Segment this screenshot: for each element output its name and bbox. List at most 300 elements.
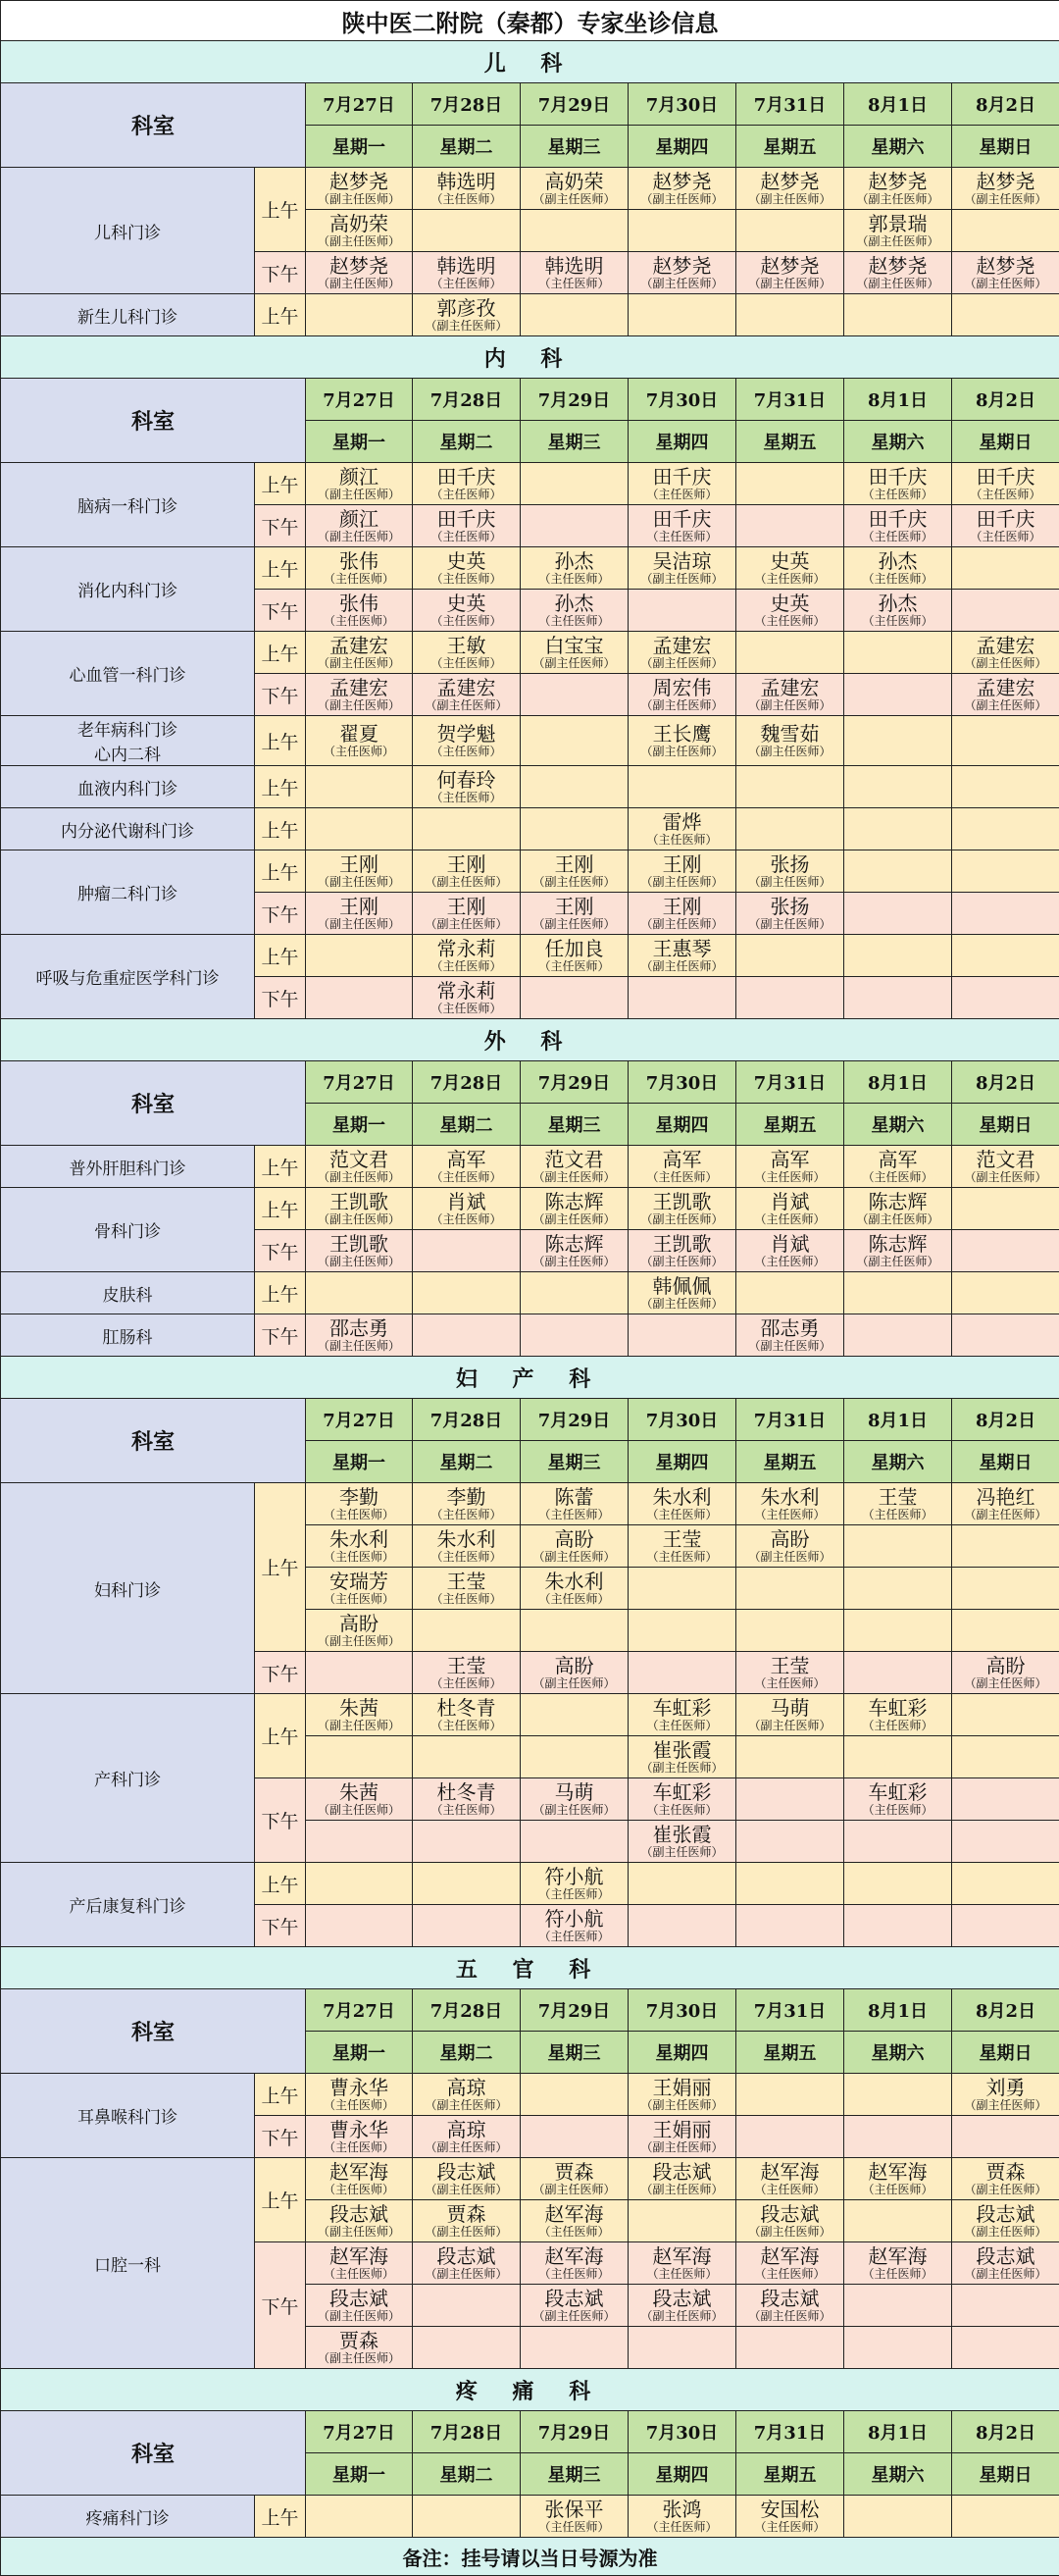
period-label: 下午 bbox=[255, 893, 306, 935]
doctor-title: （副主任医师） bbox=[521, 1677, 628, 1689]
date-cell: 8月1日 bbox=[844, 83, 952, 126]
schedule-cell bbox=[844, 1525, 952, 1568]
schedule-cell bbox=[629, 674, 736, 716]
doctor-name: 郭彦孜 bbox=[413, 298, 520, 318]
schedule-cell bbox=[629, 590, 736, 632]
schedule-cell bbox=[521, 1694, 629, 1736]
doctor-title: （副主任医师） bbox=[306, 1804, 412, 1816]
weekday-cell: 星期四 bbox=[629, 2453, 736, 2496]
schedule-cell bbox=[413, 2242, 521, 2285]
doctor-name: 安瑞芳 bbox=[306, 1571, 412, 1591]
weekday-cell: 星期三 bbox=[521, 2453, 629, 2496]
doctor-title: （副主任医师） bbox=[413, 320, 520, 332]
schedule-cell bbox=[521, 2116, 629, 2158]
schedule-cell bbox=[629, 1652, 736, 1694]
weekday-cell: 星期二 bbox=[413, 421, 521, 463]
schedule-cell bbox=[736, 2116, 844, 2158]
doctor-title: （主任医师） bbox=[413, 960, 520, 972]
schedule-cell bbox=[306, 935, 413, 977]
doctor-name: 贾森 bbox=[952, 2162, 1059, 2182]
doctor-name: 高军 bbox=[413, 1150, 520, 1169]
schedule-cell bbox=[413, 1905, 521, 1947]
doctor-title: （主任医师） bbox=[306, 2099, 412, 2111]
doctor-title: （副主任医师） bbox=[306, 918, 412, 930]
schedule-cell bbox=[736, 2158, 844, 2200]
doctor-title: （副主任医师） bbox=[306, 531, 412, 542]
period-label: 上午 bbox=[255, 1483, 306, 1652]
doctor-name: 张保平 bbox=[521, 2499, 628, 2519]
date-cell: 7月28日 bbox=[413, 2411, 521, 2453]
doctor-name: 朱茜 bbox=[306, 1782, 412, 1802]
schedule-cell bbox=[521, 977, 629, 1019]
schedule-cell bbox=[413, 2116, 521, 2158]
schedule-cell bbox=[952, 1736, 1059, 1778]
doctor-title: （主任医师） bbox=[629, 1509, 735, 1520]
schedule-cell bbox=[413, 1188, 521, 1230]
schedule-cell bbox=[413, 1314, 521, 1357]
doctor-title: （副主任医师） bbox=[844, 1213, 951, 1225]
schedule-cell bbox=[844, 1736, 952, 1778]
doctor-name: 高军 bbox=[736, 1150, 843, 1169]
schedule-cell bbox=[952, 505, 1059, 547]
schedule-cell bbox=[844, 808, 952, 850]
doctor-title: （副主任医师） bbox=[952, 1171, 1059, 1183]
doctor-title: （副主任医师） bbox=[736, 1551, 843, 1563]
schedule-cell bbox=[844, 716, 952, 766]
doctor-title: （副主任医师） bbox=[413, 699, 520, 711]
schedule-row bbox=[1, 1314, 1059, 1357]
weekday-cell: 星期一 bbox=[306, 421, 413, 463]
doctor-name: 张伟 bbox=[306, 593, 412, 613]
period-label: 上午 bbox=[255, 2158, 306, 2242]
schedule-row bbox=[1, 463, 1059, 505]
doctor-name: 段志斌 bbox=[521, 2289, 628, 2308]
doctor-name: 赵军海 bbox=[629, 2246, 735, 2266]
schedule-cell bbox=[629, 1610, 736, 1652]
doctor-name: 田千庆 bbox=[844, 467, 951, 487]
doctor-title: （副主任医师） bbox=[736, 1720, 843, 1731]
department-name: 口腔一科 bbox=[1, 2158, 255, 2369]
schedule-cell bbox=[413, 766, 521, 808]
doctor-title: （主任医师） bbox=[844, 2184, 951, 2195]
schedule-cell bbox=[952, 1230, 1059, 1272]
doctor-title: （副主任医师） bbox=[521, 1551, 628, 1563]
schedule-cell bbox=[736, 893, 844, 935]
schedule-cell bbox=[736, 1188, 844, 1230]
schedule-cell bbox=[306, 2074, 413, 2116]
schedule-cell bbox=[306, 1314, 413, 1357]
doctor-title: （副主任医师） bbox=[413, 2141, 520, 2153]
schedule-cell bbox=[736, 2074, 844, 2116]
schedule-cell bbox=[844, 766, 952, 808]
schedule-cell bbox=[736, 1863, 844, 1905]
schedule-cell bbox=[413, 716, 521, 766]
date-cell: 7月31日 bbox=[736, 1399, 844, 1441]
weekday-cell: 星期一 bbox=[306, 126, 413, 168]
doctor-title: （主任医师） bbox=[306, 2268, 412, 2280]
doctor-name: 段志斌 bbox=[306, 2289, 412, 2308]
schedule-cell bbox=[306, 1652, 413, 1694]
schedule-cell bbox=[413, 1610, 521, 1652]
doctor-title: （主任医师） bbox=[629, 834, 735, 846]
doctor-name: 朱水利 bbox=[629, 1487, 735, 1507]
period-label: 下午 bbox=[255, 1905, 306, 1947]
department-header-label: 科室 bbox=[1, 1989, 306, 2074]
schedule-cell bbox=[629, 1905, 736, 1947]
doctor-name: 孙杰 bbox=[521, 551, 628, 571]
doctor-title: （主任医师） bbox=[736, 1509, 843, 1520]
schedule-cell bbox=[521, 2200, 629, 2242]
schedule-cell bbox=[413, 1863, 521, 1905]
weekday-cell: 星期五 bbox=[736, 421, 844, 463]
period-label: 上午 bbox=[255, 2496, 306, 2538]
schedule-cell bbox=[844, 1610, 952, 1652]
date-cell: 7月28日 bbox=[413, 83, 521, 126]
schedule-cell bbox=[629, 1483, 736, 1525]
department-header-label: 科室 bbox=[1, 83, 306, 168]
doctor-title: （主任医师） bbox=[413, 792, 520, 803]
date-cell: 7月29日 bbox=[521, 2411, 629, 2453]
doctor-name: 王长鹰 bbox=[629, 724, 735, 744]
schedule-cell bbox=[629, 1525, 736, 1568]
doctor-name: 朱水利 bbox=[306, 1529, 412, 1549]
weekday-cell: 星期三 bbox=[521, 126, 629, 168]
doctor-title: （主任医师） bbox=[736, 1171, 843, 1183]
doctor-name: 王凯歌 bbox=[306, 1192, 412, 1211]
schedule-cell bbox=[952, 1821, 1059, 1863]
doctor-name: 翟夏 bbox=[306, 724, 412, 744]
doctor-name: 刘勇 bbox=[952, 2078, 1059, 2097]
doctor-name: 陈蕾 bbox=[521, 1487, 628, 1507]
schedule-cell bbox=[844, 2158, 952, 2200]
doctor-name: 朱茜 bbox=[306, 1698, 412, 1718]
doctor-title: （主任医师） bbox=[413, 657, 520, 669]
doctor-name: 邵志勇 bbox=[736, 1318, 843, 1338]
date-cell: 7月30日 bbox=[629, 1399, 736, 1441]
schedule-cell bbox=[952, 168, 1059, 210]
period-label: 上午 bbox=[255, 2074, 306, 2116]
schedule-cell bbox=[629, 1188, 736, 1230]
doctor-name: 孟建宏 bbox=[952, 636, 1059, 655]
date-cell: 7月27日 bbox=[306, 2411, 413, 2453]
doctor-title: （主任医师） bbox=[306, 2141, 412, 2153]
doctor-name: 田千庆 bbox=[629, 467, 735, 487]
doctor-name: 张扬 bbox=[736, 897, 843, 916]
schedule-cell bbox=[629, 893, 736, 935]
doctor-title: （副主任医师） bbox=[629, 657, 735, 669]
doctor-name: 高琼 bbox=[413, 2120, 520, 2139]
schedule-cell bbox=[413, 252, 521, 294]
doctor-name: 崔张霞 bbox=[629, 1825, 735, 1844]
doctor-title: （主任医师） bbox=[413, 1677, 520, 1689]
department-name: 妇科门诊 bbox=[1, 1483, 255, 1694]
schedule-cell bbox=[306, 547, 413, 590]
doctor-title: （主任医师） bbox=[952, 531, 1059, 542]
doctor-name: 马萌 bbox=[736, 1698, 843, 1718]
doctor-title: （主任医师） bbox=[629, 2521, 735, 2533]
schedule-cell bbox=[844, 1314, 952, 1357]
date-cell: 7月30日 bbox=[629, 1061, 736, 1104]
date-cell: 7月31日 bbox=[736, 1061, 844, 1104]
doctor-title: （主任医师） bbox=[306, 1551, 412, 1563]
doctor-name: 高琼 bbox=[413, 2078, 520, 2097]
schedule-cell bbox=[952, 2242, 1059, 2285]
doctor-name: 王刚 bbox=[306, 897, 412, 916]
schedule-cell bbox=[629, 808, 736, 850]
doctor-name: 赵梦尧 bbox=[844, 256, 951, 276]
doctor-title: （副主任医师） bbox=[306, 1720, 412, 1731]
weekday-cell: 星期二 bbox=[413, 1441, 521, 1483]
doctor-name: 王娟丽 bbox=[629, 2120, 735, 2139]
doctor-name: 贾森 bbox=[306, 2331, 412, 2350]
period-label: 下午 bbox=[255, 977, 306, 1019]
schedule-cell bbox=[306, 1146, 413, 1188]
doctor-title: （主任医师） bbox=[521, 278, 628, 289]
period-label: 下午 bbox=[255, 1230, 306, 1272]
doctor-title: （副主任医师） bbox=[629, 2099, 735, 2111]
period-label: 下午 bbox=[255, 252, 306, 294]
schedule-cell bbox=[521, 632, 629, 674]
schedule-cell bbox=[736, 1694, 844, 1736]
doctor-title: （副主任医师） bbox=[952, 657, 1059, 669]
schedule-cell bbox=[736, 1568, 844, 1610]
doctor-name: 朱水利 bbox=[736, 1487, 843, 1507]
department-name: 疼痛科门诊 bbox=[1, 2496, 255, 2538]
schedule-cell bbox=[844, 1863, 952, 1905]
department-header-label: 科室 bbox=[1, 2411, 306, 2496]
schedule-cell bbox=[521, 2158, 629, 2200]
schedule-cell bbox=[521, 252, 629, 294]
doctor-name: 杜冬青 bbox=[413, 1782, 520, 1802]
schedule-cell bbox=[306, 252, 413, 294]
department-name: 血液内科门诊 bbox=[1, 766, 255, 808]
doctor-title: （副主任医师） bbox=[629, 278, 735, 289]
doctor-title: （主任医师） bbox=[844, 1171, 951, 1183]
section-header bbox=[1, 2369, 1059, 2411]
period-label: 上午 bbox=[255, 1694, 306, 1778]
schedule-cell bbox=[413, 1778, 521, 1821]
schedule-cell bbox=[306, 1610, 413, 1652]
doctor-title: （主任医师） bbox=[306, 746, 412, 757]
period-label: 上午 bbox=[255, 1863, 306, 1905]
schedule-cell bbox=[736, 547, 844, 590]
section-header bbox=[1, 336, 1059, 379]
schedule-cell bbox=[306, 2285, 413, 2327]
schedule-cell bbox=[844, 2327, 952, 2369]
schedule-row bbox=[1, 850, 1059, 893]
doctor-name: 孙杰 bbox=[844, 551, 951, 571]
weekday-cell: 星期二 bbox=[413, 126, 521, 168]
schedule-cell bbox=[629, 766, 736, 808]
doctor-title: （主任医师） bbox=[736, 2184, 843, 2195]
weekday-cell: 星期二 bbox=[413, 1104, 521, 1146]
schedule-cell bbox=[629, 1146, 736, 1188]
doctor-name: 田千庆 bbox=[952, 509, 1059, 529]
schedule-cell bbox=[952, 674, 1059, 716]
schedule-cell bbox=[844, 2074, 952, 2116]
schedule-cell bbox=[736, 1821, 844, 1863]
schedule-cell bbox=[413, 505, 521, 547]
doctor-title: （主任医师） bbox=[629, 1804, 735, 1816]
schedule-cell bbox=[629, 463, 736, 505]
schedule-cell bbox=[521, 935, 629, 977]
doctor-title: （副主任医师） bbox=[306, 876, 412, 888]
schedule-cell bbox=[736, 168, 844, 210]
doctor-name: 冯艳红 bbox=[952, 1487, 1059, 1507]
schedule-cell bbox=[844, 1568, 952, 1610]
schedule-cell bbox=[521, 2285, 629, 2327]
doctor-name: 车虹彩 bbox=[844, 1782, 951, 1802]
schedule-cell bbox=[952, 1314, 1059, 1357]
period-label: 上午 bbox=[255, 294, 306, 336]
weekday-cell: 星期日 bbox=[952, 2032, 1059, 2074]
doctor-name: 赵梦尧 bbox=[306, 172, 412, 191]
doctor-title: （副主任医师） bbox=[736, 746, 843, 757]
period-label: 下午 bbox=[255, 1778, 306, 1863]
doctor-name: 韩选明 bbox=[413, 256, 520, 276]
schedule-cell bbox=[413, 1694, 521, 1736]
schedule-cell bbox=[521, 1736, 629, 1778]
doctor-title: （副主任医师） bbox=[736, 2226, 843, 2238]
doctor-name: 赵梦尧 bbox=[629, 172, 735, 191]
doctor-name: 贾森 bbox=[413, 2204, 520, 2224]
doctor-name: 赵梦尧 bbox=[629, 256, 735, 276]
date-cell: 7月28日 bbox=[413, 1399, 521, 1441]
doctor-name: 段志斌 bbox=[736, 2289, 843, 2308]
weekday-cell: 星期二 bbox=[413, 2453, 521, 2496]
weekday-cell: 星期六 bbox=[844, 1441, 952, 1483]
doctor-title: （副主任医师） bbox=[521, 657, 628, 669]
doctor-name: 段志斌 bbox=[629, 2162, 735, 2182]
doctor-title: （副主任医师） bbox=[952, 2226, 1059, 2238]
date-cell: 7月28日 bbox=[413, 379, 521, 421]
schedule-cell bbox=[306, 2327, 413, 2369]
schedule-row bbox=[1, 1188, 1059, 1230]
date-cell: 8月1日 bbox=[844, 1061, 952, 1104]
schedule-row bbox=[1, 168, 1059, 210]
doctor-title: （副主任医师） bbox=[306, 1256, 412, 1267]
date-cell: 8月2日 bbox=[952, 1989, 1059, 2032]
date-cell: 7月30日 bbox=[629, 83, 736, 126]
schedule-cell bbox=[521, 2327, 629, 2369]
section-title: 五 官 科 bbox=[1, 1947, 1059, 1989]
date-header-row bbox=[1, 83, 1059, 126]
schedule-cell bbox=[521, 1652, 629, 1694]
doctor-name: 朱水利 bbox=[413, 1529, 520, 1549]
period-label: 下午 bbox=[255, 505, 306, 547]
doctor-title: （主任医师） bbox=[629, 1551, 735, 1563]
schedule-cell bbox=[521, 1230, 629, 1272]
doctor-name: 陈志辉 bbox=[844, 1192, 951, 1211]
doctor-title: （副主任医师） bbox=[629, 1256, 735, 1267]
schedule-cell bbox=[952, 977, 1059, 1019]
date-cell: 7月31日 bbox=[736, 1989, 844, 2032]
doctor-name: 肖斌 bbox=[736, 1234, 843, 1254]
schedule-cell bbox=[629, 1821, 736, 1863]
doctor-title: （副主任医师） bbox=[413, 2099, 520, 2111]
schedule-cell bbox=[844, 2242, 952, 2285]
doctor-title: （副主任医师） bbox=[306, 1171, 412, 1183]
schedule-cell bbox=[413, 674, 521, 716]
doctor-name: 高奶荣 bbox=[521, 172, 628, 191]
doctor-name: 赵军海 bbox=[521, 2246, 628, 2266]
doctor-title: （副主任医师） bbox=[521, 1213, 628, 1225]
doctor-name: 史英 bbox=[413, 551, 520, 571]
doctor-title: （主任医师） bbox=[844, 1804, 951, 1816]
doctor-title: （副主任医师） bbox=[629, 1762, 735, 1774]
schedule-cell bbox=[629, 2242, 736, 2285]
doctor-name: 赵军海 bbox=[844, 2162, 951, 2182]
doctor-title: （副主任医师） bbox=[629, 2141, 735, 2153]
schedule-cell bbox=[952, 893, 1059, 935]
date-header-row bbox=[1, 379, 1059, 421]
schedule-cell bbox=[413, 632, 521, 674]
department-name: 脑病一科门诊 bbox=[1, 463, 255, 547]
schedule-cell bbox=[413, 1272, 521, 1314]
schedule-cell bbox=[736, 1736, 844, 1778]
doctor-title: （副主任医师） bbox=[521, 2310, 628, 2322]
schedule-cell bbox=[952, 210, 1059, 252]
schedule-cell bbox=[306, 1483, 413, 1525]
doctor-title: （副主任医师） bbox=[413, 2268, 520, 2280]
schedule-cell bbox=[844, 1905, 952, 1947]
doctor-name: 田千庆 bbox=[629, 509, 735, 529]
schedule-cell bbox=[521, 893, 629, 935]
department-header-label: 科室 bbox=[1, 1399, 306, 1483]
date-cell: 7月30日 bbox=[629, 379, 736, 421]
doctor-title: （副主任医师） bbox=[521, 876, 628, 888]
doctor-title: （副主任医师） bbox=[521, 1256, 628, 1267]
date-cell: 7月27日 bbox=[306, 379, 413, 421]
section-header bbox=[1, 1947, 1059, 1989]
doctor-title: （主任医师） bbox=[413, 1213, 520, 1225]
doctor-name: 赵军海 bbox=[306, 2162, 412, 2182]
period-label: 上午 bbox=[255, 850, 306, 893]
doctor-title: （副主任医师） bbox=[952, 1509, 1059, 1520]
doctor-title: （主任医师） bbox=[521, 2268, 628, 2280]
schedule-cell bbox=[413, 1568, 521, 1610]
schedule-cell bbox=[629, 1863, 736, 1905]
schedule-cell bbox=[844, 1146, 952, 1188]
schedule-cell bbox=[844, 632, 952, 674]
weekday-cell: 星期日 bbox=[952, 126, 1059, 168]
schedule-cell bbox=[844, 2200, 952, 2242]
doctor-name: 韩佩佩 bbox=[629, 1276, 735, 1296]
footer-row bbox=[1, 2538, 1059, 2576]
doctor-title: （副主任医师） bbox=[952, 699, 1059, 711]
period-label: 上午 bbox=[255, 766, 306, 808]
weekday-cell: 星期五 bbox=[736, 2032, 844, 2074]
weekday-cell: 星期六 bbox=[844, 126, 952, 168]
doctor-name: 马萌 bbox=[521, 1782, 628, 1802]
doctor-title: （副主任医师） bbox=[736, 278, 843, 289]
schedule-cell bbox=[629, 716, 736, 766]
weekday-cell: 星期一 bbox=[306, 2032, 413, 2074]
doctor-name: 高奶荣 bbox=[306, 214, 412, 233]
schedule-cell bbox=[521, 674, 629, 716]
doctor-name: 赵梦尧 bbox=[736, 172, 843, 191]
schedule-cell bbox=[952, 632, 1059, 674]
doctor-title: （主任医师） bbox=[629, 2268, 735, 2280]
doctor-name: 史英 bbox=[736, 551, 843, 571]
schedule-row bbox=[1, 294, 1059, 336]
doctor-name: 田千庆 bbox=[413, 467, 520, 487]
doctor-name: 李勤 bbox=[306, 1487, 412, 1507]
schedule-cell bbox=[413, 1483, 521, 1525]
doctor-title: （主任医师） bbox=[521, 1931, 628, 1942]
doctor-name: 史英 bbox=[736, 593, 843, 613]
schedule-row bbox=[1, 716, 1059, 766]
